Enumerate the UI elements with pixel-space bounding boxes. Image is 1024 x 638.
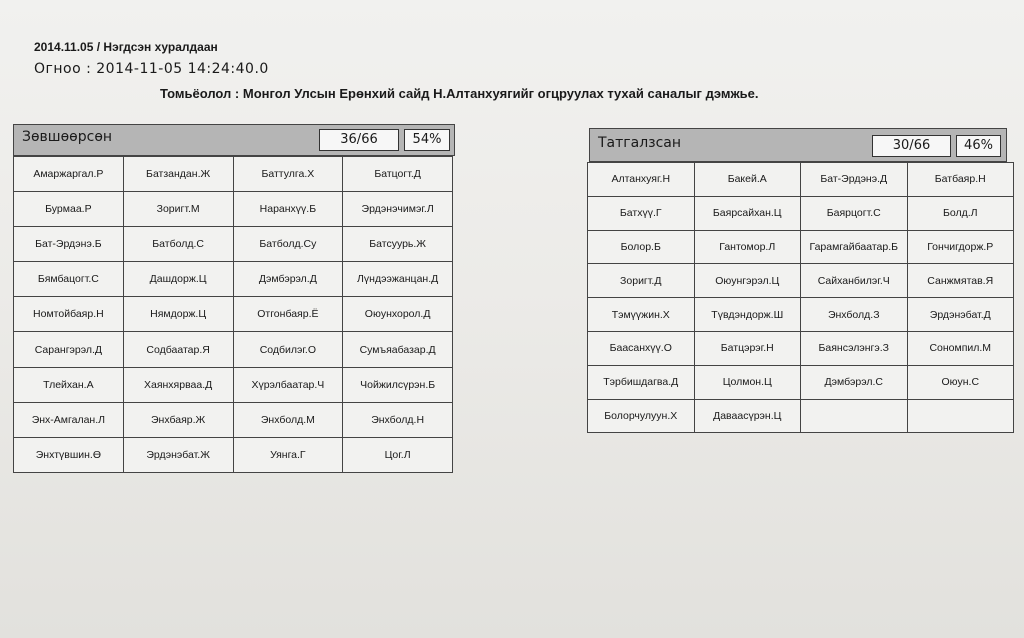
rejected-table (587, 162, 1014, 433)
member-name-cell: Наранхүү.Б (233, 192, 343, 227)
rejected-count: 30/66 (872, 135, 951, 157)
member-name-cell: Оюунгэрэл.Ц (694, 264, 801, 298)
member-name-cell: Санжмятав.Я (907, 264, 1014, 298)
member-name-cell: Гантомор.Л (694, 230, 801, 264)
table-row (588, 298, 1014, 332)
member-name-cell: Оюунхорол.Д (343, 297, 453, 332)
member-name-cell (907, 399, 1014, 433)
member-name-cell: Бямбацогт.С (14, 262, 124, 297)
table-row (588, 399, 1014, 433)
table-row (14, 437, 453, 472)
member-name-cell: Батболд.С (123, 227, 233, 262)
session-title: 2014.11.05 / Нэгдсэн хуралдаан (34, 40, 218, 54)
member-name-cell: Баянсэлэнгэ.З (801, 331, 908, 365)
member-name-cell: Баярсайхан.Ц (694, 196, 801, 230)
member-name-cell: Гончигдорж.Р (907, 230, 1014, 264)
rejected-title: Татгалзсан (598, 135, 682, 151)
member-name-cell: Бат-Эрдэнэ.Д (801, 163, 908, 197)
member-name-cell: Батболд.Су (233, 227, 343, 262)
member-name-cell: Болорчулуун.Х (588, 399, 695, 433)
member-name-cell: Энхболд.З (801, 298, 908, 332)
member-name-cell: Даваасүрэн.Ц (694, 399, 801, 433)
approved-percent: 54% (404, 129, 450, 151)
approved-table (13, 156, 453, 473)
member-name-cell: Эрдэнэбат.Д (907, 298, 1014, 332)
table-row (14, 192, 453, 227)
member-name-cell: Энхболд.Н (343, 402, 453, 437)
member-name-cell: Тлейхан.А (14, 367, 124, 402)
member-name-cell: Тэмүүжин.Х (588, 298, 695, 332)
member-name-cell: Сарангэрэл.Д (14, 332, 124, 367)
member-name-cell: Энхболд.М (233, 402, 343, 437)
rejected-percent: 46% (956, 135, 1001, 157)
member-name-cell: Сономпил.М (907, 331, 1014, 365)
member-name-cell: Дэмбэрэл.С (801, 365, 908, 399)
member-name-cell: Батхүү.Г (588, 196, 695, 230)
member-name-cell: Батсуурь.Ж (343, 227, 453, 262)
approved-panel-header (13, 124, 455, 156)
member-name-cell: Содбилэг.О (233, 332, 343, 367)
member-name-cell: Хүрэлбаатар.Ч (233, 367, 343, 402)
member-name-cell: Цолмон.Ц (694, 365, 801, 399)
table-row (588, 331, 1014, 365)
member-name-cell: Сайханбилэг.Ч (801, 264, 908, 298)
table-row (14, 402, 453, 437)
member-name-cell: Баттулга.Х (233, 157, 343, 192)
table-row (588, 264, 1014, 298)
member-name-cell: Батцэрэг.Н (694, 331, 801, 365)
member-name-cell: Тэрбишдагва.Д (588, 365, 695, 399)
table-row (14, 367, 453, 402)
member-name-cell: Амаржаргал.Р (14, 157, 124, 192)
vote-topic: Томьёолол : Монгол Улсын Ерөнхий сайд Н.Алтанхуягийг огцруулах тухай саналыг дэмжье. (160, 86, 759, 101)
member-name-cell: Түвдэндорж.Ш (694, 298, 801, 332)
table-row (14, 262, 453, 297)
member-name-cell: Дашдорж.Ц (123, 262, 233, 297)
member-name-cell: Бурмаа.Р (14, 192, 124, 227)
member-name-cell: Номтойбаяр.Н (14, 297, 124, 332)
member-name-cell: Хаянхярваа.Д (123, 367, 233, 402)
rejected-panel-header (589, 128, 1007, 162)
approved-count: 36/66 (319, 129, 399, 151)
member-name-cell: Нямдорж.Ц (123, 297, 233, 332)
member-name-cell: Алтанхуяг.Н (588, 163, 695, 197)
member-name-cell: Батзандан.Ж (123, 157, 233, 192)
member-name-cell: Энхтүвшин.Ө (14, 437, 124, 472)
member-name-cell: Болд.Л (907, 196, 1014, 230)
member-name-cell: Эрдэнэчимэг.Л (343, 192, 453, 227)
member-name-cell: Бат-Эрдэнэ.Б (14, 227, 124, 262)
vote-date: Огноо : 2014-11-05 14:24:40.0 (34, 61, 269, 77)
member-name-cell: Уянга.Г (233, 437, 343, 472)
table-row (588, 365, 1014, 399)
member-name-cell (801, 399, 908, 433)
member-name-cell: Болор.Б (588, 230, 695, 264)
table-row (14, 332, 453, 367)
member-name-cell: Гарамгайбаатар.Б (801, 230, 908, 264)
member-name-cell: Батцогт.Д (343, 157, 453, 192)
table-row (588, 230, 1014, 264)
member-name-cell: Баярцогт.С (801, 196, 908, 230)
member-name-cell: Отгонбаяр.Ё (233, 297, 343, 332)
member-name-cell: Батбаяр.Н (907, 163, 1014, 197)
table-row (14, 157, 453, 192)
table-row (14, 297, 453, 332)
member-name-cell: Сумъяабазар.Д (343, 332, 453, 367)
table-row (588, 196, 1014, 230)
approved-title: Зөвшөөрсөн (22, 129, 113, 145)
member-name-cell: Энх-Амгалан.Л (14, 402, 124, 437)
member-name-cell: Зоригт.Д (588, 264, 695, 298)
member-name-cell: Содбаатар.Я (123, 332, 233, 367)
member-name-cell: Зоригт.М (123, 192, 233, 227)
member-name-cell: Эрдэнэбат.Ж (123, 437, 233, 472)
member-name-cell: Цог.Л (343, 437, 453, 472)
table-row (14, 227, 453, 262)
member-name-cell: Баасанхүү.О (588, 331, 695, 365)
member-name-cell: Чойжилсүрэн.Б (343, 367, 453, 402)
member-name-cell: Бакей.А (694, 163, 801, 197)
member-name-cell: Энхбаяр.Ж (123, 402, 233, 437)
member-name-cell: Дэмбэрэл.Д (233, 262, 343, 297)
table-row (588, 163, 1014, 197)
member-name-cell: Лүндээжанцан.Д (343, 262, 453, 297)
member-name-cell: Оюун.С (907, 365, 1014, 399)
